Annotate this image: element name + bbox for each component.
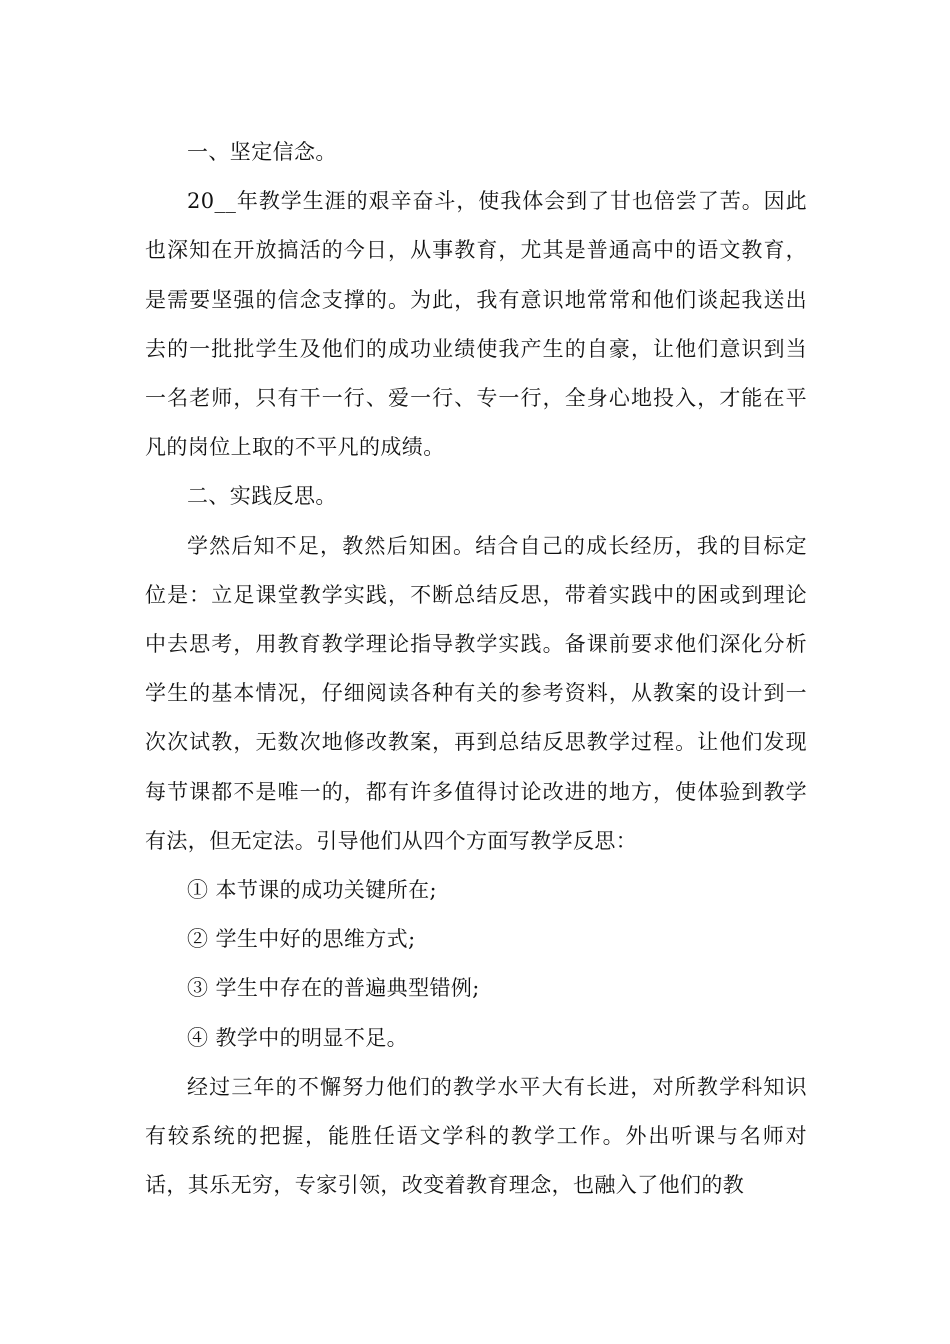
paragraph-belief: 20__年教学生涯的艰辛奋斗，使我体会到了甘也倍尝了苦。因此也深知在开放搞活的今日，从事教育，尤其是普通高中的语文教育，是需要坚强的信念支撑的。为此，我有意识地常常和他们谈起我送出去的一批批学生及他们的成功业绩使我产生的自豪，让他们意识到当一名老师，只有干一行、爱一行、专一行，全身心地投入，才能在平凡的岗位上取的不平凡的成绩。 — [145, 189, 807, 460]
paragraph-practice: 学然后知不足，教然后知困。结合自己的成长经历，我的目标定位是：立足课堂教学实践，不断总结反思，带着实践中的困或到理论中去思考，用教育教学理论指导教学实践。备课前要求他们深化分析学生的基本情况，仔细阅读各种有关的参考资料，从教案的设计到一次次试教，无数次地修改教案，再到总结反思教学过程。让他们发现每节课都不是唯一的，都有许多值得讨论改进的地方，使体验到教学有法，但无定法。引导他们从四个方面写教学反思： — [145, 533, 807, 853]
list-item-2: ② 学生中好的思维方式; — [187, 927, 416, 952]
list-item-3: ③ 学生中存在的普遍典型错例; — [187, 976, 480, 1001]
list-item-1: ① 本节课的成功关键所在; — [187, 878, 437, 903]
section-heading-2: 二、实践反思。 — [187, 484, 337, 509]
section-heading-1: 一、坚定信念。 — [187, 140, 337, 164]
document-body — [145, 128, 807, 1210]
paragraph-results: 经过三年的不懈努力他们的教学水平大有长进，对所教学科知识有较系统的把握，能胜任语文学科的教学工作。外出听课与名师对话，其乐无穷，专家引领，改变着教育理念，也融入了他们的教 — [145, 1074, 807, 1198]
list-item-4: ④ 教学中的明显不足。 — [187, 1025, 409, 1050]
